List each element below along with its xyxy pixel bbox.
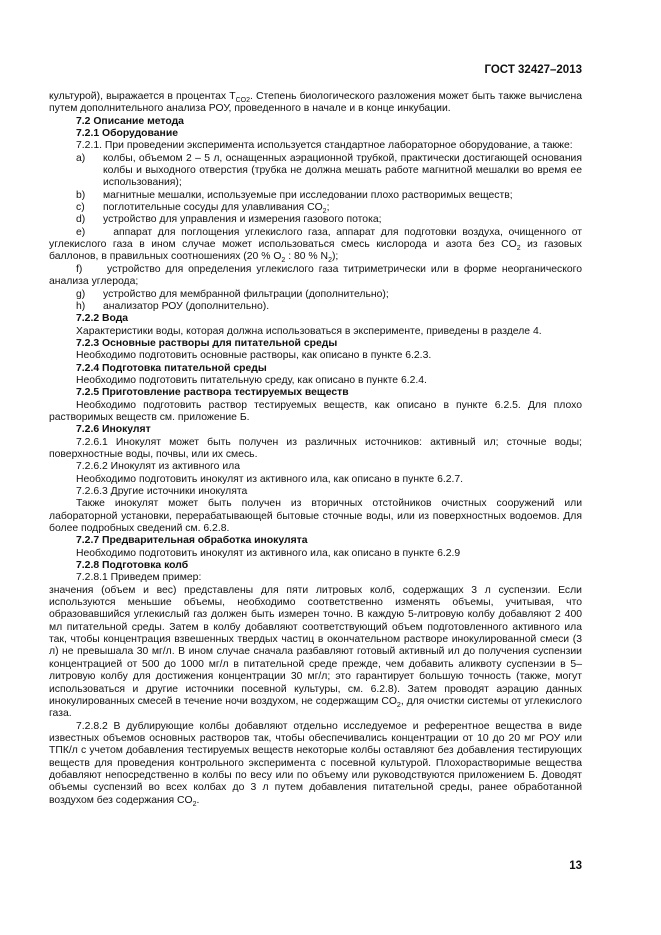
paragraph: 7.2.1. При проведении эксперимента используется стандартное лабораторное оборудование, а также: — [76, 140, 573, 152]
list-marker: b) — [76, 189, 86, 201]
page-number: 13 — [569, 860, 582, 872]
section-heading: 7.2.1 Оборудование — [76, 128, 178, 140]
list-marker: a) — [76, 152, 86, 164]
paragraph: 7.2.6.2 Инокулят из активного ила — [76, 461, 240, 473]
list-text: магнитные мешалки, используемые при исследовании плохо растворимых веществ; — [103, 189, 513, 201]
paragraph: значения (объем и вес) представлены для пяти литровых колб, содержащих 3 л суспензии. Если используются меньшие объемы, необходимо соответственно изменять объемы, учитывая, что образовавшийся углекислый газ должен быть измерен точно. В каждую 5-литровую колбу добавляют 2 400 мл питательной среды. Затем в колбу добавляют соответствующий объем подготовленного активного ила так, чтобы концентрация взвешенных твердых частиц в окончательном растворе инокулированной смеси (3 л) не превышала 30 мг/л. В ином случае сначала разбавляют готовый активный ил до получения суспензии концентрацией от 500 до 1000 мг/л в питательной среде прежде, чем добавить аликвоту суспензии в 5–литровую колбу для достижения концентрации 30 мг/л; это гарантирует большую точность (также, могут использоваться и другие источники посевной культуры, см. 6.2.8). Затем проводят аэрацию данных инокулированных смесей в течение ночи воздухом, не содержащим $CO_2$, для очистки системы от углекислого газа. — [49, 584, 582, 720]
list-item — [49, 202, 582, 214]
paragraph: 7.2.8.2 В дублирующие колбы добавляют отдельно исследуемое и референтное вещества в виде известных объемов основных растворов так, чтобы обеспечивались концентрации от 10 до 20 мг РОУ или ТПК/л с учетом добавления тестируемых веществ некоторые колбы оставляют без добавления тестирующих веществ для проведения контрольного эксперимента с посевной культурой. Плохорастворимые вещества добавляют непосредственно в колбы по весу или по объему или руководствуются приложением Б. Доводят объемы суспензий во всех колбах до 3 л путем добавления питательной среды, ранее обработанной воздухом без содержания $CO_2$. — [49, 720, 582, 808]
list-item — [49, 214, 582, 226]
intro-paragraph: культурой), выражается в процентах $T_{CO2}$. Степень биологического разложения может быть также вычислена путем дополнительного анализа РОУ, проведенного в начале и в конце инкубации. — [49, 91, 582, 115]
document-body — [49, 91, 582, 807]
paragraph: Необходимо подготовить питательную среду, как описано в пункте 6.2.4. — [76, 374, 427, 386]
paragraph: Также инокулят может быть получен из вторичных отстойников очистных сооружений или лабораторной установки, перерабатывающей бытовые сточные воды, или из поверхностных водоемов. Для более подробных сведений см. 6.2.8. — [49, 498, 582, 535]
section-heading: 7.2.2 Вода — [76, 313, 129, 325]
section-heading: 7.2.4 Подготовка питательной среды — [76, 362, 267, 374]
page-header: ГОСТ 32427–2013 — [484, 64, 582, 76]
paragraph: Необходимо подготовить раствор тестируемых веществ, как описано в пункте 6.2.5. Для плохо растворимых веществ см. приложение Б. — [49, 399, 582, 423]
list-text: устройство для мембранной фильтрации (дополнительно); — [103, 288, 389, 300]
section-heading: 7.2.5 Приготовление раствора тестируемых веществ — [76, 387, 349, 399]
paragraph: 7.2.6.3 Другие источники инокулята — [76, 486, 248, 497]
section-heading: 7.2.8 Подготовка колб — [76, 560, 189, 572]
paragraph: 7.2.6.1 Инокулят может быть получен из различных источников: активный ил; сточные воды; поверхностные воды, почвы, или их смесь. — [49, 436, 582, 460]
list-item — [49, 190, 582, 202]
section-heading: 7.2.3 Основные растворы для питательной среды — [76, 337, 338, 349]
list-item-e: e) аппарат для поглощения углекислого газа, аппарат для подготовки воздуха, очищенного от углекислого газа в ином случае может использоваться смесь кислорода и азота без $CO_2$ из газовых баллонов, в правильных соотношениях (20 % $O_2$ : 80 % $N_2$); — [49, 226, 583, 265]
list-marker: h) — [76, 300, 86, 312]
list-marker: d) — [76, 214, 86, 226]
paragraph: Характеристики воды, которая должна использоваться в эксперименте, приведены в разделе 4. — [76, 325, 542, 337]
list-item — [49, 301, 582, 313]
list-text: поглотительные сосуды для улавливания $CO_2$; — [103, 202, 330, 216]
list-item — [49, 289, 582, 301]
section-heading: 7.2.6 Инокулят — [76, 424, 151, 436]
list-item-f: f) устройство для определения углекислого газа титриметрически или в форме неорганического анализа углерода; — [49, 263, 583, 288]
paragraph: Необходимо подготовить основные растворы, как описано в пункте 6.2.3. — [76, 350, 432, 362]
list-text: колбы, объемом 2 – 5 л, оснащенных аэрационной трубкой, практически достигающей основания колбы и выходного отверстия (трубка не должна мешать работе магнитной мешалки во время ее использования); — [103, 152, 582, 189]
section-heading: 7.2 Описание метода — [76, 115, 184, 127]
list-text: устройство для управления и измерения газового потока; — [103, 214, 382, 226]
list-text: анализатор РОУ (дополнительно). — [103, 300, 270, 312]
paragraph: Необходимо подготовить инокулят из активного ила, как описано в пункте 6.2.9 — [76, 547, 461, 559]
list-marker: c) — [76, 202, 85, 214]
section-heading: 7.2.7 Предварительная обработка инокулята — [76, 535, 308, 547]
paragraph: 7.2.8.1 Приведем пример: — [76, 572, 202, 584]
paragraph: Необходимо подготовить инокулят из активного ила, как описано в пункте 6.2.7. — [76, 473, 464, 485]
list-marker: g) — [76, 288, 86, 300]
list-item — [49, 153, 582, 190]
